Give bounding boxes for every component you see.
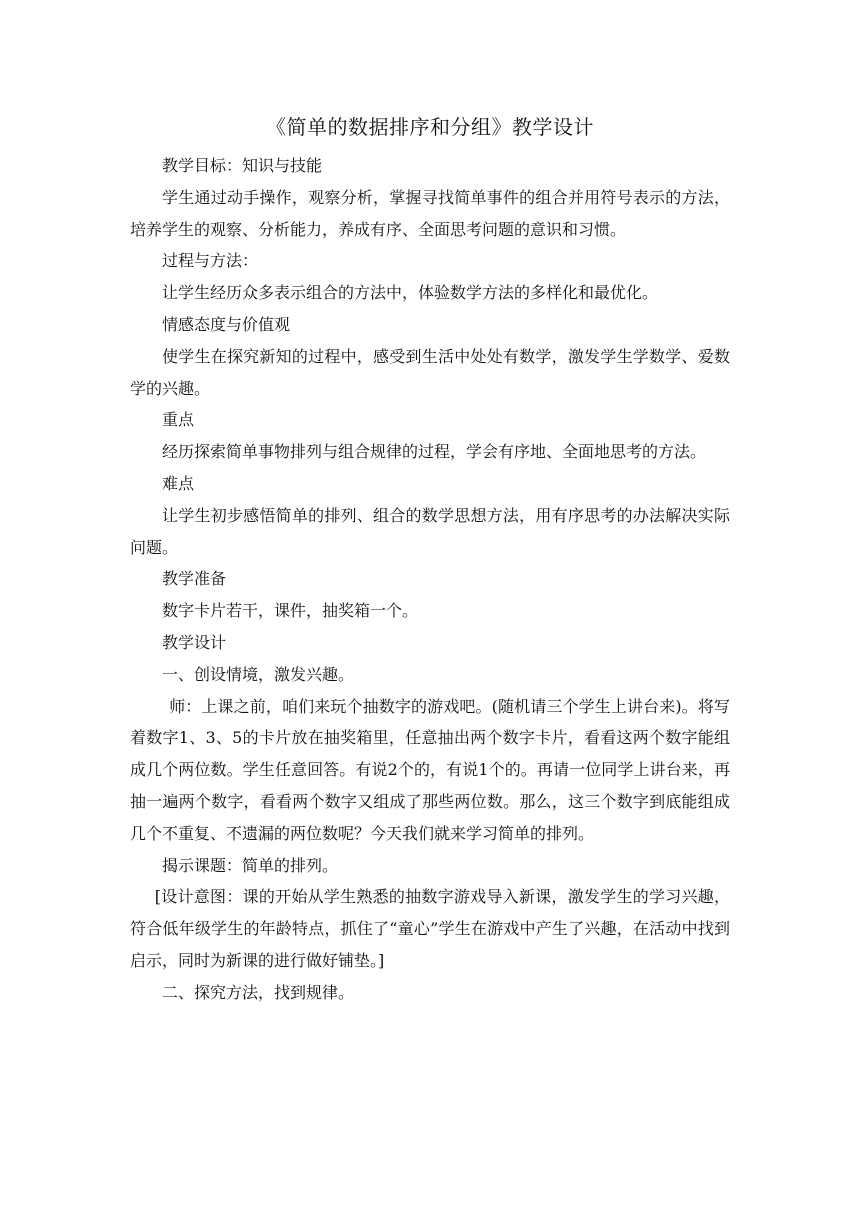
paragraph-key-point-heading: 重点 (162, 410, 195, 430)
paragraph-teacher-intro: 师：上课之前，咱们来玩个抽数字的游戏吧。(随机请三个学生上讲台来)。将写着数字1、3、5的卡片放在抽奖箱里，任意抽出两个数字卡片，看看这两个数字能组成几个两位数。学生任意回答。有说2个的，有说1个的。再请一位同学上讲台来，再抽一遍两个数字，看看两个数字又组成了那些两位数。那么，这三个数字到底能组成几个不重复、不遗漏的两位数呢？今天我们就来学习简单的排列。 (130, 696, 730, 843)
paragraph-emotion-heading: 情感态度与价值观 (162, 314, 291, 334)
paragraph-reveal-topic: 揭示课题：简单的排列。 (162, 855, 339, 875)
paragraph-difficulty-text: 让学生初步感悟简单的排列、组合的数学思想方法，用有序思考的办法解决实际问题。 (130, 505, 730, 557)
paragraph-section-one-heading: 一、创设情境，激发兴趣。 (162, 664, 355, 684)
paragraph-key-point-text: 经历探索简单事物排列与组合规律的过程，学会有序地、全面地思考的方法。 (162, 442, 707, 462)
paragraph-design-heading: 教学设计 (162, 632, 227, 652)
paragraph-objectives-heading: 教学目标：知识与技能 (162, 156, 323, 175)
document-body (130, 150, 730, 1009)
paragraph-emotion-text: 使学生在探究新知的过程中，感受到生活中处处有数学，激发学生学数学、爱数学的兴趣。 (130, 346, 730, 398)
paragraph-process-text: 让学生经历众多表示组合的方法中，体验数学方法的多样化和最优化。 (162, 283, 659, 303)
paragraph-preparation-text: 数字卡片若干，课件，抽奖箱一个。 (162, 601, 419, 621)
document-title: 《简单的数据排序和分组》教学设计 (266, 115, 594, 139)
paragraph-design-intent: [设计意图：课的开始从学生熟悉的抽数字游戏导入新课，激发学生的学习兴趣，符合低年级学生的年龄特点，抓住了“童心”学生在游戏中产生了兴趣，在活动中找到启示，同时为新课的进行做好铺垫。] (130, 887, 730, 970)
paragraph-difficulty-heading: 难点 (162, 473, 195, 493)
paragraph-objectives-text: 学生通过动手操作，观察分析，掌握寻找简单事件的组合并用符号表示的方法，培养学生的观察、分析能力，养成有序、全面思考问题的意识和习惯。 (130, 187, 730, 239)
paragraph-section-two-heading: 二、探究方法，找到规律。 (162, 982, 355, 1002)
paragraph-preparation-heading: 教学准备 (162, 569, 227, 589)
paragraph-process-heading: 过程与方法： (162, 251, 259, 271)
